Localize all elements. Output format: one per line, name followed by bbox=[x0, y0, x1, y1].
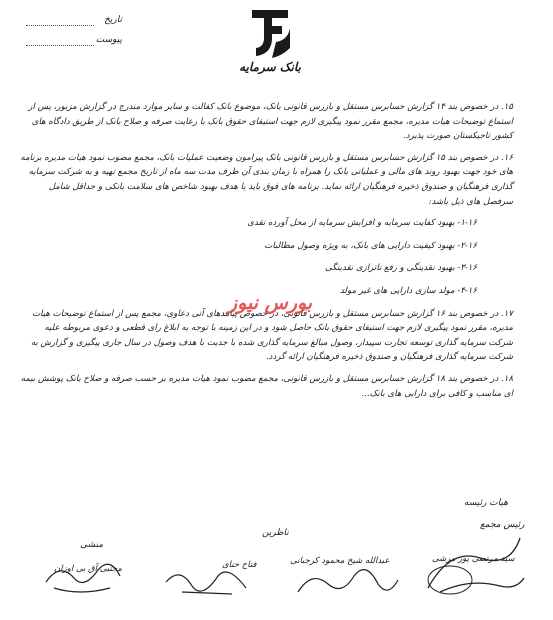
secretary-signature bbox=[40, 552, 126, 598]
paragraph-15: ۱۵. در خصوص بند ۱۴ گزارش حسابرس مستقل و بازرس قانونی بانک، موضوع بانک کفالت و سایر موارد مندرج در گزارش مزبور، پس از استماع توضیحات هیات مدیره، مجمع مقرر نمود پیگیری لازم جهت استیفای حقوق بانک با رعایت صرفه و صلاح بانک از طریق دادگاه های کشور تاجیکستان صورت پذیرد. bbox=[28, 102, 513, 142]
sub-items-list bbox=[18, 216, 513, 298]
date-row bbox=[22, 10, 122, 30]
supervisor2-signature bbox=[162, 562, 252, 602]
supervisor1-signature bbox=[292, 562, 402, 602]
chair-name: سید مرتضی پور مرشی bbox=[432, 554, 515, 564]
chair-signature bbox=[420, 528, 530, 598]
supervisor1-name: عبدالله شیخ محمود کرجبانی bbox=[290, 556, 390, 566]
assembly-heading: هیات رئیسه bbox=[464, 498, 508, 508]
resolution-body bbox=[18, 100, 513, 408]
paragraph-16: ۱۶. در خصوص بند ۱۵ گزارش حسابرس مستقل و بازرس قانونی بانک پیرامون وضعیت عملیات بانک، مجمع مصوب نمود هیات مدیره برنامه های خود جهت بهبود روند های مالی و عملیاتی بانک را همراه با زمان بندی آن ظرف مدت سه ماه از تاریخ مجمع تهیه و به شرکت سرمایه گذاری فرهنگیان و صندوق ذخیره فرهنگیان ارائه نماید. برنامه های فوق باید با هدف بهبود شاخص های سلامت بانکی و حداقل شامل سرفصل های ذیل باشد: bbox=[20, 152, 513, 207]
attachment-row bbox=[22, 30, 122, 50]
bank-name: بانک سرمایه bbox=[239, 60, 301, 74]
sub-item: ۳-۱۶- بهبود نقدینگی و رفع ناترازی نقدینگی bbox=[325, 263, 477, 274]
supervisors-label: ناظرین bbox=[262, 528, 289, 538]
supervisor2-name: فتاح حنای bbox=[222, 560, 257, 570]
attachment-label: پیوست bbox=[95, 35, 122, 45]
bank-emblem-icon bbox=[242, 4, 298, 62]
date-label: تاریخ bbox=[104, 15, 122, 25]
date-line bbox=[26, 15, 94, 26]
secretary-name: مجتبی آق بی اوزان bbox=[54, 564, 122, 574]
sub-item: ۱-۱۶- بهبود کفایت سرمایه و افزایش سرمایه از محل آورده نقدی bbox=[247, 218, 477, 229]
sub-item: ۲-۱۶- بهبود کیفیت دارایی های بانک، به ویژه وصول مطالبات bbox=[264, 240, 477, 251]
sub-item: ۴-۱۶- مولد سازی دارایی های غیر مولد bbox=[339, 285, 477, 296]
letter-meta bbox=[22, 10, 122, 50]
watermark-text: بورس نیوز bbox=[228, 292, 313, 314]
chair-label: رئیس مجمع bbox=[480, 520, 525, 530]
bank-logo bbox=[232, 4, 308, 84]
paragraph-18: ۱۸. در خصوص بند ۱۸ گزارش حسابرس مستقل و بازرس قانونی، مجمع مصوب نمود هیات مدیره بر حسب صرفه و صلاح بانک پوشش بیمه ای مناسب و کافی برای دارایی های بانک... bbox=[20, 373, 513, 399]
paragraph-17: ۱۷. در خصوص بند ۱۶ گزارش حسابرس مستقل و بازرس قانونی، در خصوص پیامدهای آتی دعاوی، مجمع پس از استماع توضیحات هیات مدیره، مقرر نمود پیگیری لازم جهت استیفای حقوق بانک حاصل شود و در این زمینه با توجه به ابلاغ رای قطعی و دعوی مربوطه علیه شرکت سرمایه گذاری توسعه تجارت سپیدار، وصول مبالغ سرمایه گذاری شده با جدیت با هدف وصول در سال جاری پیگیری و گزارش به شرکت سرمایه گذاری فرهنگیان و صندوق ذخیره فرهنگیان ارائه گردد. bbox=[30, 308, 513, 363]
secretary-label: منشی bbox=[80, 540, 104, 550]
attachment-line bbox=[26, 35, 94, 46]
